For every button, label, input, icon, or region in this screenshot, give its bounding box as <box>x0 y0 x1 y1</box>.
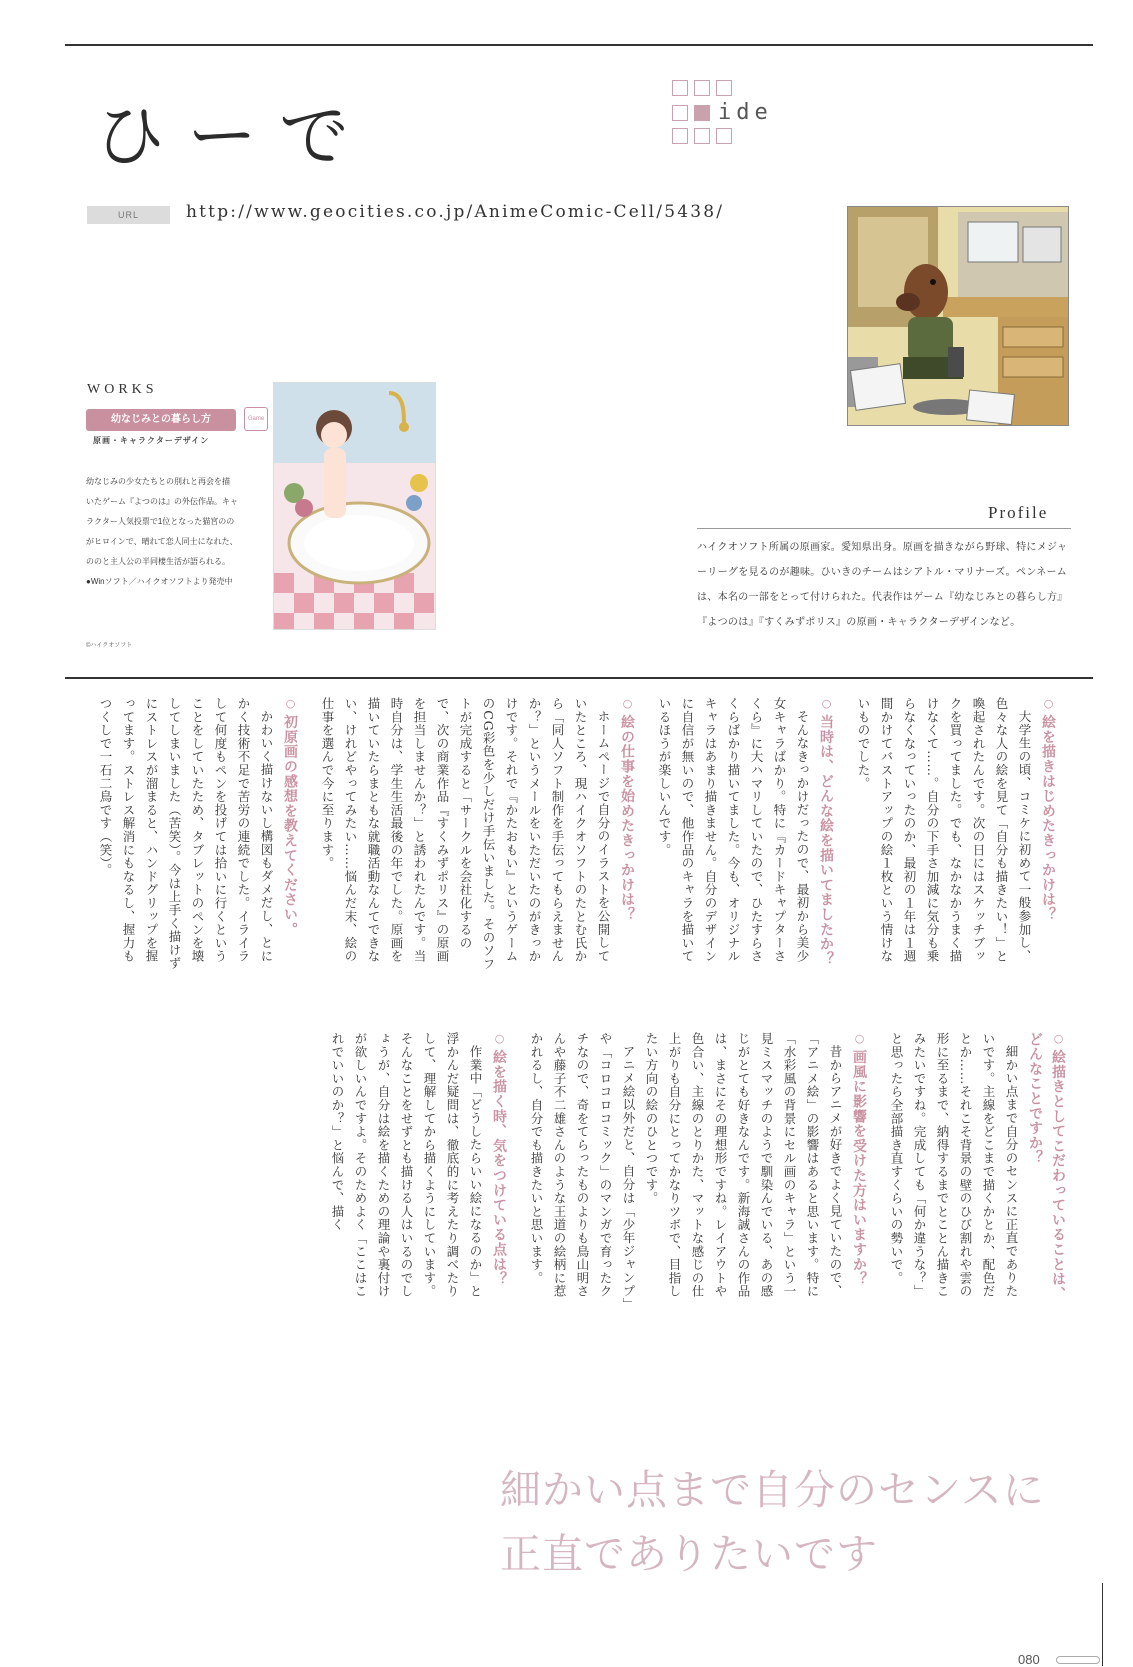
interview-body <box>86 697 1070 1307</box>
page-number: 080 <box>1018 1652 1040 1667</box>
question-circle-icon: ○ <box>1042 697 1055 711</box>
cover-illustration <box>274 383 435 629</box>
work-desc-line: ●Winソフト／ハイクオソフトより発売中 <box>86 577 233 586</box>
question-circle-icon: ○ <box>284 697 297 711</box>
answer: 昔からアニメが好きでよく見ていたので、「アニメ絵」の影響はあると思います。特に「水彩風の背景にセル画のキャラ」という一見ミスマッチのようで馴染んでいる、あの感じがとても好きなんです。新海誠さんの作品は、まさにその理想形ですね。レイアウトや色合い、主線のとりかた、マットな感じの仕上がりも自分にとってかなりツボで、目指したい方向の絵のひとつです。 <box>644 1032 843 1298</box>
answer: ホームページで自分のイラストを公開していたところ、現ハイクオソフトのたとむ氏から「同人ソフト制作を手伝ってもらえませんか？」というメールをいただいたのがきっかけです。それで『かたおもい』というゲームのCG彩色を少しだけ手伝いました。そのソフトが完成すると「サークルを会社化するので、次の商業作品『すくみずポリス』の原画を担当しませんか？」と誘われたんです。当時自分は、学生生活最後の年でした。原画を描いていたらまともな就職活動なんてできない、けれどやってみたい……悩んだ末、絵の仕事を選んで今に至ります。 <box>320 697 611 971</box>
qa-block <box>326 1032 511 1307</box>
work-role: 原画・キャラクターデザイン <box>93 436 210 445</box>
romaji-mark <box>672 80 773 152</box>
work-description <box>86 472 262 592</box>
question: ○絵の仕事を始めたきっかけは？ <box>615 697 639 972</box>
pull-quote-line: 正直でありたいです <box>500 1530 878 1578</box>
question-circle-icon: ○ <box>820 697 833 711</box>
artist-illustration <box>847 206 1069 426</box>
section-rule <box>65 677 1093 679</box>
profile-rule <box>697 528 1071 529</box>
qa-block <box>653 697 838 972</box>
artist-desk-illustration <box>848 207 1068 425</box>
profile-heading: Profile <box>988 503 1049 522</box>
game-cover-art <box>273 382 436 630</box>
works-label: WORKS <box>87 382 158 397</box>
answer: 大学生の頃、コミケに初めて一般参加し、色々な人の絵を見て「自分も描きたい！」と喚起されたんです。次の日にはスケッチブックを買ってました。でも、なかなかうまく描けなくて……。自分の下手さ加減に気分も乗らなくなっていったのか、最初の１年は１週間かけてバストアップの絵１枚という情けないものでした。 <box>856 697 1032 963</box>
page-number-pill <box>1056 1656 1100 1664</box>
answer: 作業中「どうしたらいい絵になるのか」と浮かんだ疑問は、徹底的に考えたり調べたりして、理解してから描くようにしています。そんなことをせずとも描ける人はいるのでしょうが、自分は絵を描くための理論や裏付けが欲しいんですよ。そのためよく「ここはこれでいいのか？」と悩んで、描く <box>330 1032 483 1298</box>
work-desc-line: がヒロインで、晴れて恋人同士になれた、 <box>86 537 238 546</box>
footer-side-rule <box>1102 1583 1103 1666</box>
romaji-rest: ide <box>718 100 773 125</box>
answer: そんなきっかけだったので、最初から美少女キャラばかり。特に『カードキャプターさくら』に大ハマリしていたので、ひたすらさくらばかり描いてました。今も、オリジナルキャラはあまり描きません。自分のデザインに自信が無いので、他作品のキャラを描いているほうが楽しいんです。 <box>657 697 810 963</box>
copyright: ©ハイクオソフト <box>86 643 133 649</box>
romaji-initial-box <box>694 105 710 121</box>
pull-quote-line: 細かい点まで自分のセンスに <box>500 1466 1045 1514</box>
url-link[interactable]: http://www.geocities.co.jp/AnimeComic-Cell/5438/ <box>186 202 725 222</box>
pull-quote <box>500 1458 1100 1586</box>
artist-name: ひーで <box>95 95 371 177</box>
question: ○当時は、どんな絵を描いてましたか？ <box>814 697 838 972</box>
question: ○絵を描きはじめたきっかけは？ <box>1036 697 1060 972</box>
romaji-word-row <box>672 100 773 125</box>
qa-block <box>852 697 1060 972</box>
question: ○画風に影響を受けた方はいますか？ <box>847 1032 871 1307</box>
answer: かわいく描けないし構図もダメだし、とにかく技術不足で苦労の連続でした。イライラして何度もペンを投げては拾いに行くということをしていたため、タブレットのペンを壊してしまいました（苦笑）。今は上手く描けずにストレスが溜まると、ハンドグリップを握ってます。ストレス解消にもなるし、握力もつくしで一石二鳥です（笑）。 <box>98 697 274 971</box>
qa-block <box>525 1032 871 1307</box>
question: ○絵を描く時、気をつけている点は？ <box>487 1032 511 1307</box>
work-desc-line: ラクター人気投票で1位となった猫宮のの <box>86 517 235 526</box>
top-rule <box>65 44 1093 46</box>
work-desc-line: ののと主人公の半同棲生活が語られる。 <box>86 557 230 566</box>
romaji-box-row-bottom <box>672 128 773 146</box>
answer: 細かい点まで自分のセンスに正直でありたいです。主線をどこまで描くかとか、配色だとか……それこそ背景の壁のひび割れや雲の形に至るまで、納得するまでとことん描きこみたいですね。完成しても「何か違うな？」と思ったら全部描き直すくらいの勢いで。 <box>889 1032 1019 1298</box>
answer: アニメ絵以外だと、自分は「少年ジャンプ」や「コロコロコミック」のマンガで育ったクチなので、奇をてらったものよりも鳥山明さんや藤子不二雄さんのような王道の絵柄に惹かれるし、自分でも描きたいと思います。 <box>529 1032 636 1305</box>
url-tag: URL <box>87 206 170 224</box>
qa-block <box>94 697 302 972</box>
romaji-box-row-top <box>672 80 773 98</box>
question-circle-icon: ○ <box>493 1032 506 1046</box>
profile-text: ハイクオソフト所属の原画家。愛知県出身。原画を描きながら野球、特にメジャーリーグを見るのが趣味。ひいきのチームはシアトル・マリナーズ。ペンネームは、本名の一部をとって付けられた。代表作はゲーム『幼なじみとの暮らし方』『よつのは』『すくみずポリス』の原画・キャラクターデザインなど。 <box>697 542 1068 628</box>
genre-badge: Game <box>244 407 268 431</box>
question-circle-icon: ○ <box>1052 1032 1065 1046</box>
question: ○絵描きとしてこだわっていることは、どんなことですか？ <box>1023 1032 1070 1307</box>
question-circle-icon: ○ <box>621 697 634 711</box>
qa-block <box>885 1032 1070 1307</box>
question: ○初原画の感想を教えてください。 <box>278 697 302 972</box>
qa-block <box>316 697 639 972</box>
question-circle-icon: ○ <box>853 1032 866 1046</box>
work-desc-line: いたゲーム『よつのは』の外伝作品。キャ <box>86 497 238 506</box>
work-desc-line: 幼なじみの少女たちとの別れと再会を描 <box>86 477 230 486</box>
work-title: 幼なじみとの暮らし方 <box>86 409 236 431</box>
